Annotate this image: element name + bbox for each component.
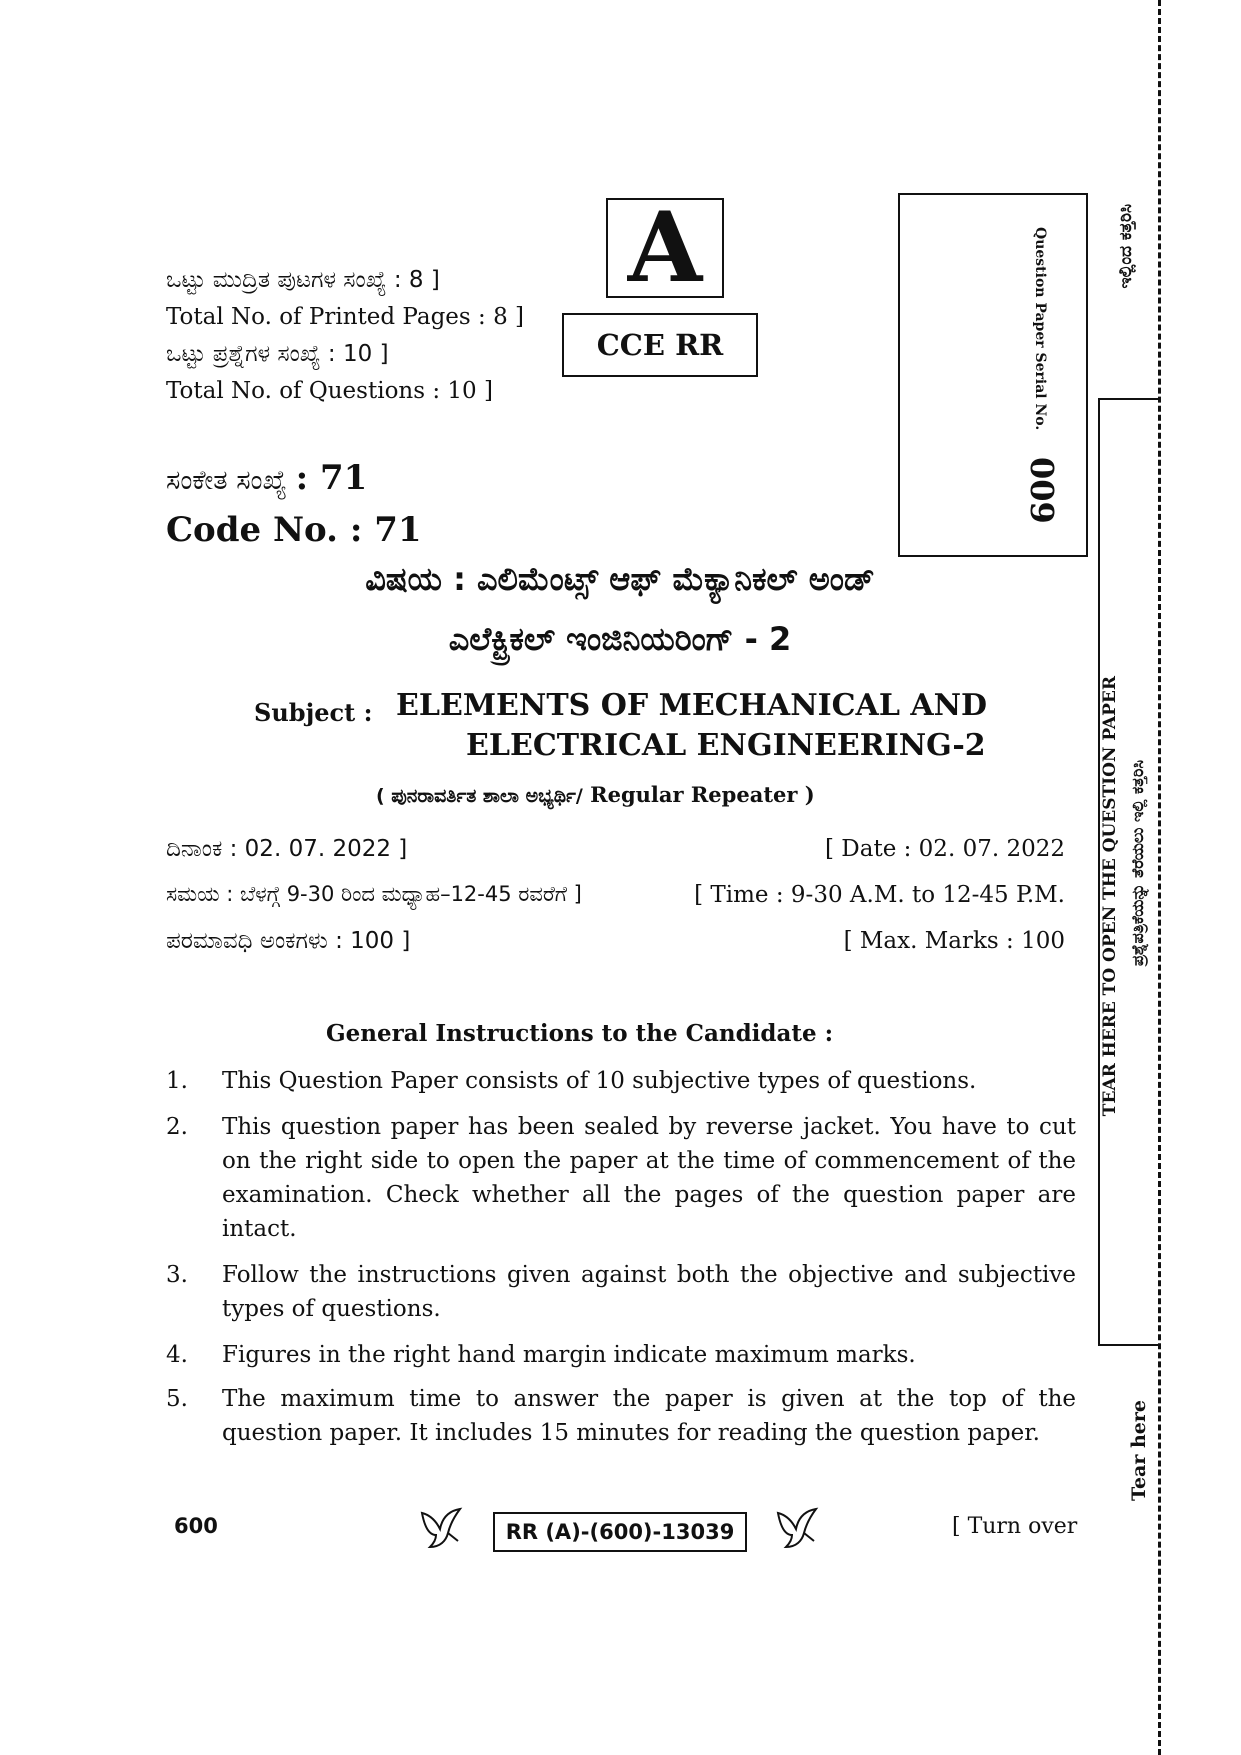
code-value-kannada: : 71	[295, 458, 368, 498]
time-kannada: ಸಮಯ : ಬೆಳಗ್ಗೆ 9-30 ರಿಂದ ಮಧ್ಯಾಹ–12-45 ರವರೆಗೆ ]	[166, 882, 582, 906]
dove-icon	[418, 1505, 466, 1551]
date-kannada: ದಿನಾಂಕ : 02. 07. 2022 ]	[166, 836, 408, 862]
scheme-box: CCE RR	[562, 313, 758, 377]
time-english: [ Time : 9-30 A.M. to 12-45 P.M.	[694, 882, 1065, 908]
item-number: 3.	[166, 1262, 188, 1288]
tear-here-english: TEAR HERE TO OPEN THE QUESTION PAPER	[1100, 676, 1120, 1117]
marks-kannada: ಪರಮಾವಧಿ ಅಂಕಗಳು : 100 ]	[166, 928, 411, 954]
item-text: Follow the instructions given against both the objective and subjective types of questions.	[222, 1262, 1076, 1322]
item-text: This Question Paper consists of 10 subjective types of questions.	[222, 1068, 977, 1094]
questions-count-kannada: ಒಟ್ಟು ಪ್ರಶ್ನೆಗಳ ಸಂಖ್ಯೆ : 10 ]	[166, 341, 389, 367]
item-text: This question paper has been sealed by reverse jacket. You have to cut on the right side to open the paper at the time of commencement of the examination. Check whether all the pages of the question paper are intact.	[222, 1114, 1076, 1242]
footer-page-code: 600	[174, 1514, 218, 1538]
item-number: 2.	[166, 1114, 188, 1140]
repeater-note	[376, 782, 815, 807]
serial-number-box	[898, 193, 1088, 557]
date-english: [ Date : 02. 07. 2022	[825, 836, 1065, 862]
item-number: 1.	[166, 1068, 188, 1094]
repeater-kannada: ( ಪುನರಾವರ್ತಿತ ಶಾಲಾ ಅಭ್ಯರ್ಥಿ/	[376, 785, 583, 807]
serial-number: 600	[1024, 457, 1062, 524]
item-text: Figures in the right hand margin indicate maximum marks.	[222, 1342, 916, 1368]
tear-panel	[1098, 398, 1160, 1346]
turn-over-label: [ Turn over	[952, 1514, 1078, 1539]
cut-here-kannada-top: ಇಲ್ಲಿಂದ ಕತ್ತರಿಸಿ	[1116, 204, 1136, 289]
version-box: A	[606, 198, 724, 298]
printed-pages-english: Total No. of Printed Pages : 8 ]	[166, 304, 524, 330]
tear-here-kannada: ಪ್ರಶ್ನೆಪತ್ರಿಕೆಯನ್ನು ತೆರೆಯಲು ಇಲ್ಲಿ ಕತ್ತರಿಸಿ	[1128, 760, 1147, 967]
paper-code-box: RR (A)-(600)-13039	[493, 1512, 747, 1552]
instructions-list	[166, 1064, 1076, 1504]
subject-kannada-line2: ಎಲೆಕ್ಟ್ರಿಕಲ್ ಇಂಜಿನಿಯರಿಂಗ್ - 2	[448, 620, 792, 658]
instructions-title: General Instructions to the Candidate :	[326, 1020, 834, 1047]
dove-icon	[774, 1505, 822, 1551]
item-number: 4.	[166, 1342, 188, 1368]
item-text: The maximum time to answer the paper is given at the top of the question paper. It includes 15 minutes for reading the question paper.	[222, 1386, 1076, 1446]
subject-label: Subject :	[254, 698, 373, 727]
code-number-kannada	[166, 458, 367, 498]
printed-pages-kannada: ಒಟ್ಟು ಮುದ್ರಿತ ಪುಟಗಳ ಸಂಖ್ಯೆ : 8 ]	[166, 267, 440, 293]
subject-kannada-line1: ವಿಷಯ : ಎಲಿಮೆಂಟ್ಸ್ ಆಫ್ ಮೆಕ್ಯಾನಿಕಲ್ ಅಂಡ್	[365, 560, 875, 598]
questions-count-english: Total No. of Questions : 10 ]	[166, 378, 493, 404]
repeater-english: Regular Repeater )	[590, 782, 815, 807]
code-value-english: : 71	[349, 510, 422, 550]
serial-label: Question Paper Serial No.	[1032, 227, 1048, 431]
subject-english-line2: ELECTRICAL ENGINEERING-2	[466, 728, 986, 763]
subject-english-line1: ELEMENTS OF MECHANICAL AND	[396, 688, 988, 723]
code-number-english	[166, 510, 422, 550]
code-label-kannada: ಸಂಕೇತ ಸಂಖ್ಯೆ	[166, 465, 287, 496]
item-number: 5.	[166, 1386, 188, 1412]
marks-english: [ Max. Marks : 100	[843, 928, 1065, 954]
code-label-english: Code No.	[166, 510, 338, 550]
tear-here-label: Tear here	[1128, 1400, 1150, 1501]
